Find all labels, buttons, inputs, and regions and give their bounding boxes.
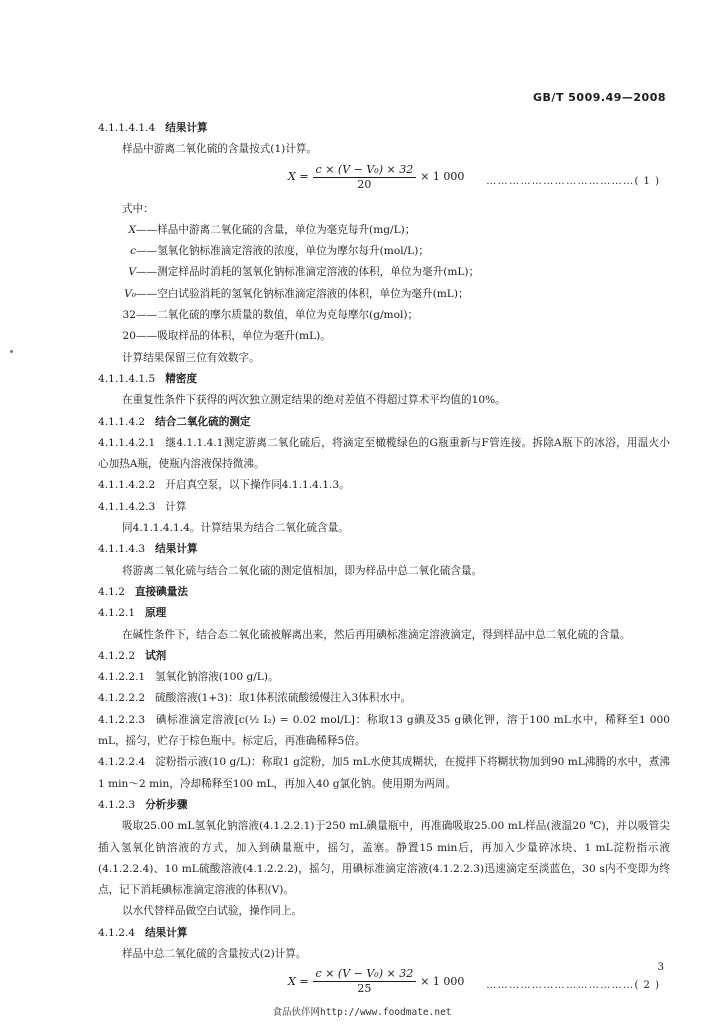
clause-text: 硫酸溶液(1+3)：取1体积浓硫酸缓慢注入3体积水中。 [155, 692, 412, 705]
paragraph: 吸取25.00 mL氢氧化钠溶液(4.1.2.2.1)于250 mL碘量瓶中，再准确吸取25.00 mL样品(液温20 ℃)，并以吸管尖插入氢氧化钠溶液的方式，加入到碘量瓶中，摇匀，盖塞。静置15 min后，再加入少量碎冰块、1 mL淀粉指示液(4.1.2.2.4)、10 mL硫酸溶液(4.1.2.2.2)，摇匀，用碘标准滴定溶液(4.1.2.2.3)迅速滴定至淡蓝色，30 s内不变即为终点，记下消耗碘标准滴定溶液的体积(V)。 [98, 820, 670, 897]
paragraph: 同4.1.1.4.1.4。计算结果为结合二氧化硫含量。 [122, 522, 349, 535]
section-title: 分析步骤 [145, 798, 188, 811]
section-number: 4.1.1.4.3 [98, 543, 146, 556]
formula-1 [98, 161, 670, 199]
var-symbol: X [128, 223, 136, 236]
var-symbol: V [128, 266, 136, 279]
formula-denominator: 20 [357, 177, 372, 191]
clause-number: 4.1.1.4.2.1 [98, 436, 156, 449]
paragraph: 样品中游离二氧化硫的含量按式(1)计算。 [122, 143, 318, 156]
section-heading [98, 603, 670, 624]
leader-dots: ………………………………… [486, 175, 635, 187]
paragraph: 将游离二氧化硫与结合二氧化硫的测定值相加，即为样品中总二氧化硫含量。 [122, 564, 483, 577]
var-text: ——测定样品时消耗的氢氧化钠标准滴定溶液的体积，单位为毫升(mL)； [136, 266, 480, 279]
numbered-paragraph [98, 433, 670, 476]
var-text: ——氢氧化钠标准滴定溶液的浓度，单位为摩尔每升(mol/L)； [136, 245, 429, 258]
clause-text: 开启真空泵，以下操作同4.1.1.4.1.3。 [165, 479, 350, 492]
section-title: 精密度 [165, 372, 198, 385]
section-number: 4.1.2 [98, 585, 125, 598]
numbered-paragraph [98, 688, 670, 709]
section-heading [98, 369, 670, 390]
var-text: ——空白试验消耗的氢氧化钠标准滴定溶液的体积，单位为毫升(mL)； [136, 287, 469, 300]
var-text: ——二氧化硫的摩尔质量的数值，单位为克每摩尔(g/mol)； [136, 309, 419, 322]
clause-number: 4.1.2.2.3 [98, 713, 146, 726]
variable-def [98, 262, 670, 283]
numbered-paragraph [98, 710, 670, 753]
variable-def [98, 326, 670, 347]
section-number: 4.1.1.4.2 [98, 415, 146, 428]
paragraph: 计算结果保留三位有效数字。 [122, 351, 260, 364]
scan-speck [10, 350, 13, 353]
paragraph: 在重复性条件下获得的两次独立测定结果的绝对差值不得超过算术平均值的10%。 [122, 394, 506, 407]
section-number: 4.1.2.1 [98, 607, 136, 620]
formula-multiplier: × 1 000 [420, 170, 465, 184]
clause-text: 淀粉指示液(10 g/L)：称取1 g淀粉，加5 mL水使其成糊状，在搅拌下将糊状物加到90 mL沸腾的水中，煮沸1 min～2 min，冷却稀释至100 mL，再加入40 g氯化钠。使用期为两周。 [98, 756, 670, 790]
clause-number: 4.1.1.4.2.3 [98, 500, 156, 513]
formula-numerator: c × (V − V₀) × 32 [313, 967, 417, 982]
clause-number: 4.1.2.2.2 [98, 692, 146, 705]
page-number: 3 [657, 962, 664, 973]
section-title: 结果计算 [145, 926, 188, 939]
formula-fraction [313, 163, 417, 192]
variable-def [98, 284, 670, 305]
paragraph: 在碱性条件下，结合态二氧化硫被解离出来，然后再用碘标准滴定溶液滴定，得到样品中总二氧化硫的含量。 [122, 628, 631, 641]
numbered-paragraph [98, 752, 670, 795]
clause-text: 碘标准滴定溶液 [155, 713, 235, 726]
numbered-paragraph [98, 475, 670, 496]
variable-def [98, 220, 670, 241]
footer-watermark: 食品伙伴网http://www.foodmate.net [272, 1007, 452, 1018]
numbered-paragraph [98, 497, 670, 518]
numbered-paragraph [98, 667, 670, 688]
variable-def [98, 305, 670, 326]
clause-number: 4.1.2.2.1 [98, 671, 146, 684]
section-heading [98, 923, 670, 944]
variable-definitions [98, 220, 670, 348]
section-title: 结合二氧化硫的测定 [155, 415, 251, 428]
formula-multiplier: × 1 000 [420, 975, 465, 989]
formula-number: ( 1 ) [634, 175, 660, 187]
paragraph: 以水代替样品做空白试验，操作同上。 [122, 905, 303, 918]
formula-lhs: X = [288, 170, 309, 184]
section-title: 结果计算 [165, 122, 208, 134]
formula-number: ( 2 ) [634, 980, 660, 992]
formula-numerator: c × (V − V₀) × 32 [313, 163, 417, 178]
section-title: 原理 [145, 607, 167, 620]
var-symbol: V₀ [124, 287, 136, 300]
section-number: 4.1.1.4.1.5 [98, 372, 156, 385]
section-heading [98, 539, 670, 560]
var-text: ——吸取样品的体积，单位为毫升(mL)。 [136, 330, 331, 343]
paragraph: 样品中总二氧化硫的含量按式(2)计算。 [122, 947, 307, 960]
section-heading [98, 646, 670, 667]
clause-title: 计算 [165, 500, 187, 513]
clause-number: 4.1.2.2.4 [98, 756, 146, 769]
standard-number: GB/T 5009.49—2008 [533, 91, 666, 104]
section-heading [98, 118, 670, 139]
var-symbol: c [130, 245, 136, 258]
var-symbol: 32 [122, 309, 136, 322]
clause-text: 继4.1.1.4.1测定游离二氧化硫后，将滴定至橄榄绿色的G瓶重新与F管连接。拆除A瓶下的冰浴，用温火小心加热A瓶，使瓶内溶液保持微沸。 [98, 436, 670, 471]
section-number: 4.1.2.3 [98, 798, 136, 811]
var-text: ——样品中游离二氧化硫的含量，单位为毫克每升(mg/L)； [136, 223, 416, 236]
section-number: 4.1.2.2 [98, 649, 136, 662]
clause-number: 4.1.1.4.2.2 [98, 479, 156, 492]
section-heading [98, 412, 670, 433]
section-title: 结果计算 [155, 543, 198, 556]
formula-lhs: X = [288, 975, 309, 989]
section-title: 直接碘量法 [134, 585, 188, 598]
variable-def [98, 241, 670, 262]
clause-text-cont: ：称取13 g碘及35 g碘化钾，溶于100 mL水中，稀释至1 000 mL，摇匀，贮存于棕色瓶中。标定后，再准确稀释5倍。 [98, 713, 671, 748]
formula-fraction [313, 967, 417, 996]
var-symbol: 20 [122, 330, 136, 343]
where-label: 式中： [122, 202, 154, 215]
leader-dots: ………………………………… [486, 980, 635, 992]
section-heading [98, 795, 670, 816]
document-body [98, 118, 670, 1003]
section-title: 试剂 [145, 649, 167, 662]
formula-2 [98, 965, 670, 1003]
concentration-expression: [c(½ I₂) = 0.02 mol/L] [234, 713, 355, 726]
clause-text: 氢氧化钠溶液(100 g/L)。 [155, 671, 279, 684]
formula-denominator: 25 [357, 982, 372, 996]
section-number: 4.1.1.4.1.4 [98, 122, 156, 134]
section-number: 4.1.2.4 [98, 926, 136, 939]
section-heading [98, 582, 670, 603]
